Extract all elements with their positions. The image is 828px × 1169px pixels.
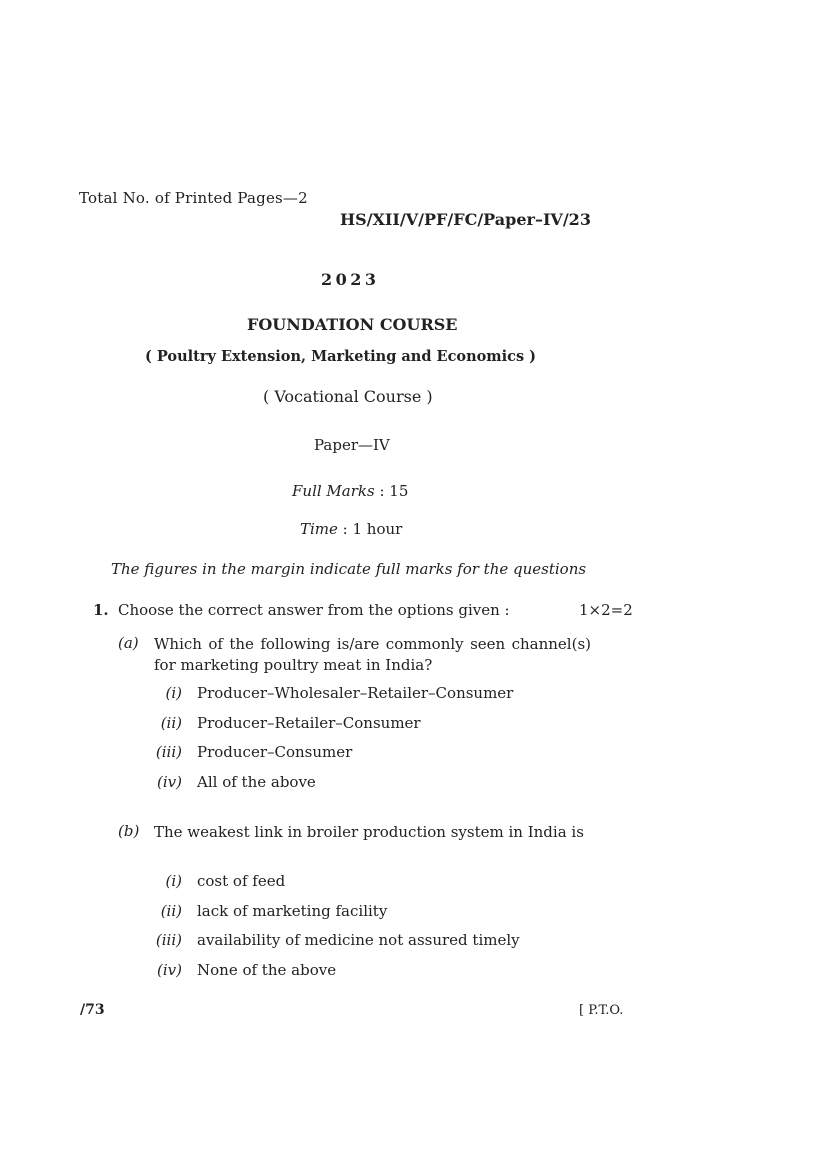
time-value: : 1 hour [337,520,403,538]
part-b-option-i: cost of feed [197,872,286,890]
printed-pages: Total No. of Printed Pages—2 [79,189,308,207]
part-a-option-ii-label: (ii) [160,714,182,732]
question-text: Choose the correct answer from the options given : [118,601,510,619]
part-a-option-iv: All of the above [197,773,316,791]
part-a-label: (a) [118,634,139,652]
part-b-option-ii-label: (ii) [160,902,182,920]
question-number: 1. [93,601,109,619]
paper-number: Paper—IV [314,436,390,454]
course-title: FOUNDATION COURSE [247,315,458,334]
exam-year: 2023 [321,270,380,289]
page-turn-note: [ P.T.O. [579,1003,624,1018]
part-b-option-iii-label: (iii) [155,931,182,949]
part-a-option-i-label: (i) [165,684,182,702]
part-b-option-i-label: (i) [165,872,182,890]
exam-time [300,520,402,538]
part-b-option-iv: None of the above [197,961,337,979]
part-b-option-ii: lack of marketing facility [197,902,388,920]
part-a-option-iii-label: (iii) [155,743,182,761]
part-a-option-i: Producer–Wholesaler–Retailer–Consumer [197,684,514,702]
vocational-label: ( Vocational Course ) [263,387,433,406]
question-marks: 1×2=2 [579,601,633,619]
time-label: Time [300,520,338,538]
full-marks-label: Full Marks [292,482,375,500]
part-b-label: (b) [118,822,140,840]
instruction-text: The figures in the margin indicate full marks for the questions [111,560,587,578]
part-b-option-iv-label: (iv) [157,961,182,979]
part-a-option-iv-label: (iv) [157,773,182,791]
part-b-option-iii: availability of medicine not assured timely [197,931,520,949]
full-marks-value: : 15 [374,482,409,500]
part-a-option-iii: Producer–Consumer [197,743,353,761]
part-b-text: The weakest link in broiler production system in India is [154,823,584,841]
part-a-option-ii: Producer–Retailer–Consumer [197,714,421,732]
part-a-text: Which of the following is/are commonly seen channel(s) for marketing poultry meat in India? [154,635,591,674]
full-marks [292,482,408,500]
footer-code: /73 [80,1002,105,1018]
course-subtitle: ( Poultry Extension, Marketing and Economics ) [145,348,537,365]
paper-code: HS/XII/V/PF/FC/Paper–IV/23 [340,210,591,229]
